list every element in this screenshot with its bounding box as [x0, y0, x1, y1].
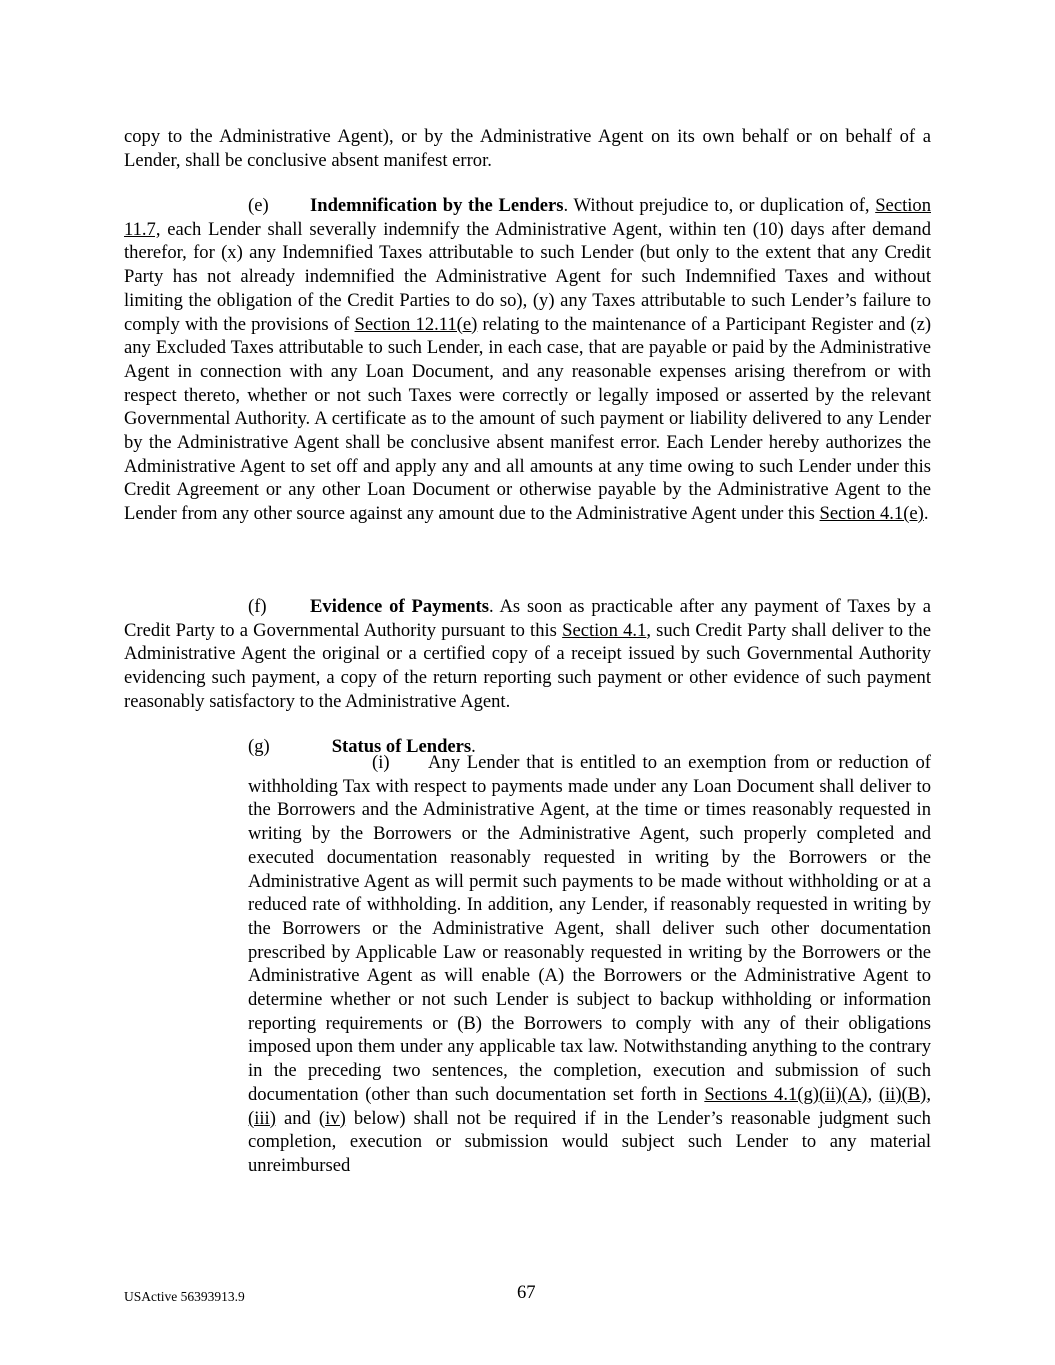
paragraph-continuation	[124, 125, 931, 172]
paragraph-text: .	[471, 736, 476, 757]
paragraph-f	[124, 595, 931, 714]
cross-reference: (ii)(B)	[878, 1083, 927, 1105]
cross-reference: Section 4.1	[562, 619, 647, 641]
cross-reference: Section 4.1(e)	[819, 503, 924, 525]
cross-reference: Section 11.7,	[124, 195, 931, 240]
document-id: USActive 56393913.9	[124, 1289, 245, 1304]
cross-reference: Section 12.11(e)	[354, 313, 478, 335]
paragraph-text: .	[923, 503, 929, 525]
page-number: 67	[517, 1282, 536, 1303]
paragraph-text: copy to the Administrative Agent), or by the Administrative Agent on its own behalf or on behalf of a Lender, shall be conclusive absent manifest error.	[124, 126, 931, 171]
cross-reference: (iii)	[248, 1107, 276, 1129]
section-heading: Indemnification by the Lenders	[310, 195, 564, 216]
section-heading: Status of Lenders	[331, 736, 472, 757]
paragraph-e	[124, 194, 931, 526]
paragraph-text: relating to the maintenance of a Participant Register and (z) any Excluded Taxes attributable to such Lender, in each case, that are payable or paid by the Administrative Agent in connection with any Loan Document, and any reasonable expenses arising therefrom or with respect thereto, whether or not such Taxes were correctly or legally imposed or asserted by the relevant Governmental Authority. A certificate as to the amount of such payment or liability delivered to any Lender by the Administrative Agent shall be conclusive absent manifest error. Each Lender hereby authorizes the Administrative Agent to set off and apply any and all amounts at any time owing to such Lender under this Credit Agreement or any other Loan Document or otherwise payable by the Administrative Agent to the Lender from any other source against any amount due to the Administrative Agent under this	[124, 313, 932, 525]
paragraph-text: below) shall not be required if in the Lender’s reasonable judgment such completion, execution or submission would subject such Lender to any material unreimbursed	[248, 1107, 931, 1176]
section-heading: Evidence of Payments	[310, 596, 489, 617]
paragraph-text: and	[275, 1107, 319, 1129]
paragraph-text: ,	[926, 1083, 931, 1105]
paragraph-text: Any Lender that is entitled to an exemption from or reduction of withholding Tax with respect to payments made under any Loan Document shall deliver to the Borrowers and the Administrative Agent, at the time or times reasonably requested in writing by the Borrowers or the Administrative Agent, such properly completed and executed documentation reasonably requested in writing by the Borrowers or the Administrative Agent as will permit such payments to be made without withholding or at a reduced rate of withholding. In addition, any Lender, if reasonably requested in writing by the Borrowers or the Administrative Agent, shall deliver such other documentation prescribed by Applicable Law or reasonably requested in writing by the Borrowers or the Administrative Agent as will enable (A) the Borrowers or the Administrative Agent to determine whether or not such Lender is subject to backup withholding or information reporting requirements or (B) the Borrowers to comply with any of their obligations imposed upon them under any applicable tax law. Notwithstanding anything to the contrary in the preceding two sentences, the completion, execution and submission of such documentation (other than such documentation set forth in	[248, 752, 931, 1105]
paragraph-text: , such Credit Party shall deliver to the Administrative Agent the original or a certified copy of a receipt issued by such Governmental Authority evidencing such payment, a copy of the return reporting such payment or other evidence of such payment reasonably satisfactory to the Administrative Agent.	[124, 619, 931, 712]
cross-reference: Sections 4.1(g)(ii)(A)	[704, 1083, 868, 1105]
paragraph-text: . Without prejudice to, or duplication of,	[563, 195, 876, 216]
item-label: (f)	[248, 596, 267, 617]
item-label: (i)	[372, 752, 390, 773]
paragraph-text: . As soon as practicable after any payment of Taxes by a Credit Party to a Governmental Authority pursuant to this	[124, 596, 931, 641]
cross-reference: (iv)	[318, 1107, 346, 1129]
item-label: (e)	[248, 195, 269, 216]
paragraph-text: each Lender shall severally indemnify the Administrative Agent, within ten (10) days after demand therefor, for (x) any Indemnified Taxes attributable to such Lender (but only to the extent that any Credit Party has not already indemnified the Administrative Agent for such Indemnified Taxes and without limiting the obligation of the Credit Parties to do so), (y) any Taxes attributable to such Lender’s failure to comply with the provisions of	[124, 218, 931, 335]
item-label: (g)	[248, 736, 270, 757]
paragraph-g-i	[248, 751, 931, 1178]
paragraph-text: ,	[867, 1083, 879, 1105]
